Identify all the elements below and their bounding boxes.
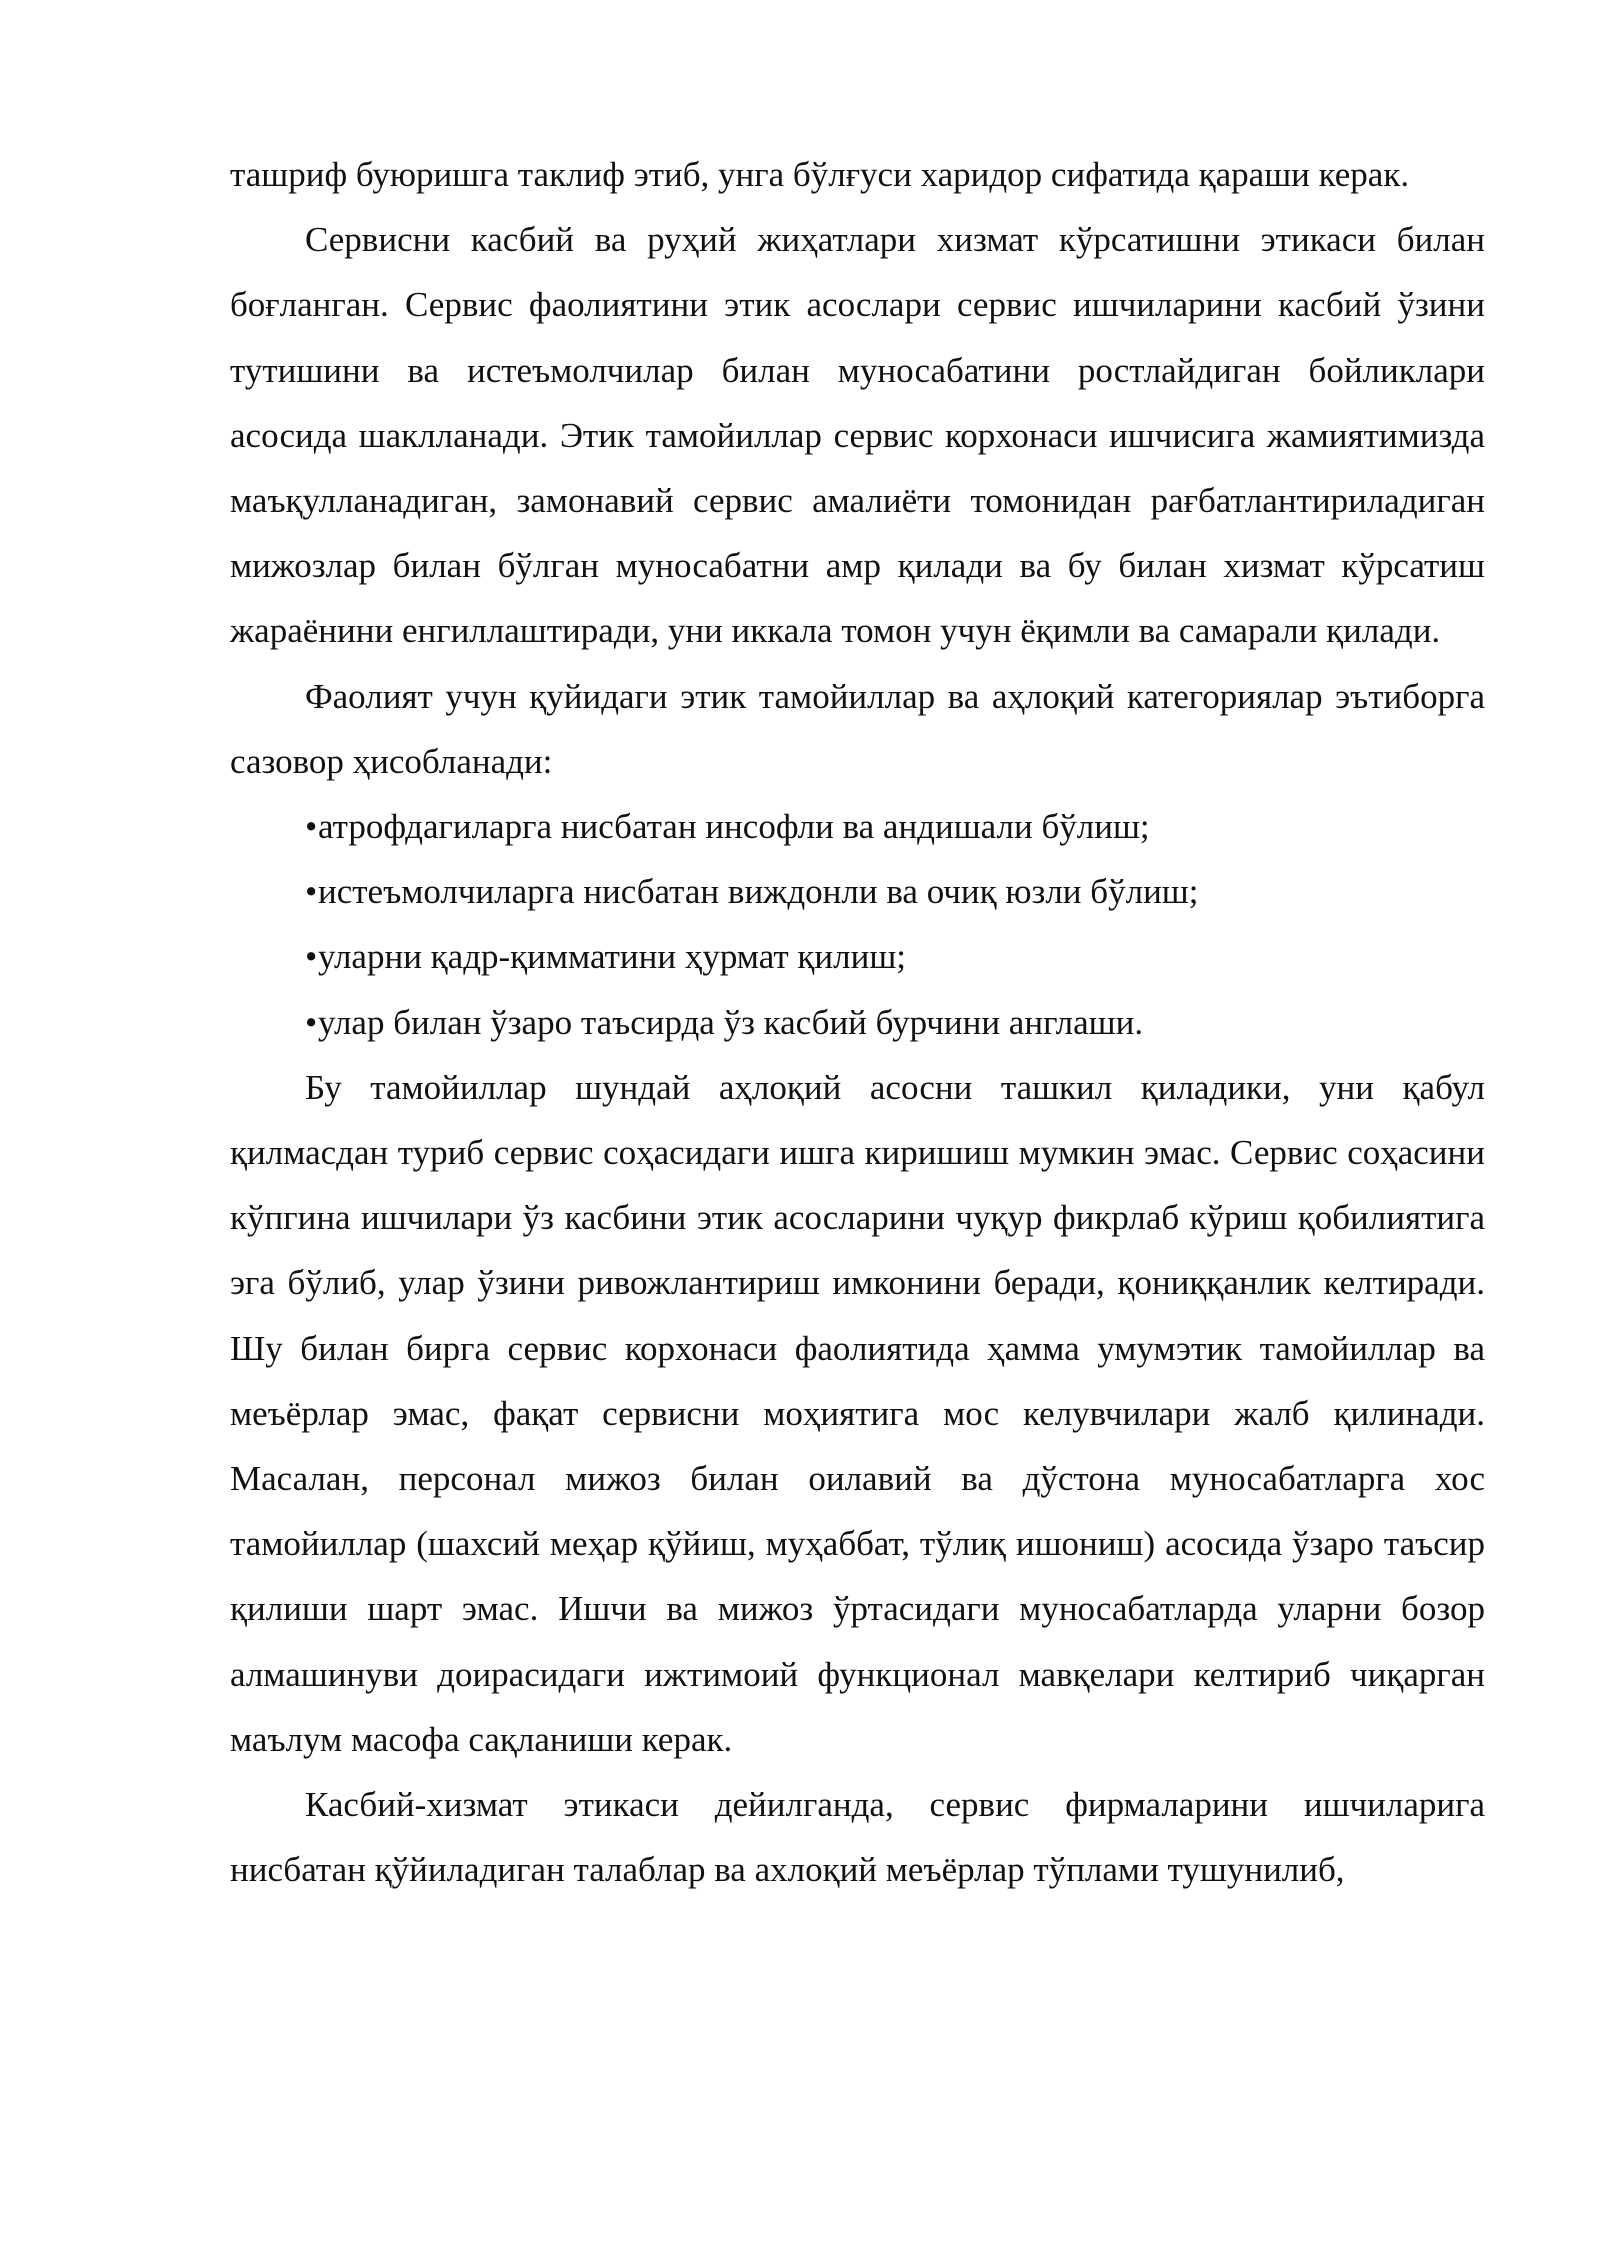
paragraph-moral-basis: Бу тамойиллар шундай аҳлоқий асосни ташкил қиладики, уни қабул қилмасдан туриб сервис соҳасидаги ишга киришиш мумкин эмас. Сервис соҳасини кўпгина ишчилари ўз касбини этик асосларини чуқур фикрлаб кўриш қобилиятига эга бўлиб, улар ўзини ривожлантириш имконини беради, қониққанлик келтиради. Шу билан бирга сервис корхонаси фаолиятида ҳамма умумэтик тамойиллар ва меъёрлар эмас, фақат сервисни моҳиятига мос келувчилари жалб қилинади. Масалан, персонал мижоз билан оилавий ва дўстона муносабатларга хос тамойиллар (шахсий меҳар қўйиш, муҳаббат, тўлиқ ишониш) асосида ўзаро таъсир қилиши шарт эмас. Ишчи ва мижоз ўртасидаги муносабатларда уларни бозор алмашинуви доирасидаги ижтимоий функционал мавқелари келтириб чиқарган маълум масофа сақланиши керак. xyxy=(230,1067,1485,1759)
paragraph-principles-intro: Фаолият учун қуйидаги этик тамойиллар ва аҳлоқий категориялар эътиборга сазовор ҳисобланади: xyxy=(230,676,1485,781)
list-item-text: уларни қадр-қимматини ҳурмат қилиш; xyxy=(318,937,906,977)
list-item xyxy=(230,794,1485,859)
list-item xyxy=(230,990,1485,1055)
principles-list xyxy=(230,794,1485,1055)
paragraph-continuation: ташриф буюришга таклиф этиб, унга бўлғуси харидор сифатида қараши керак. xyxy=(230,155,1410,194)
bullet-icon: • xyxy=(305,937,318,977)
list-item-text: улар билан ўзаро таъсирда ўз касбий бурчини англаши. xyxy=(318,1002,1144,1042)
bullet-icon: • xyxy=(305,1002,318,1042)
list-item xyxy=(230,924,1485,989)
paragraph-service-ethics: Сервисни касбий ва руҳий жиҳатлари хизмат кўрсатишни этикаси билан боғланган. Сервис фаолиятини этик асослари сервис ишчиларини касбий ўзини тутишини ва истеъмолчилар билан муносабатини ростлайдиган бойликлари асосида шаклланади. Этик тамойиллар сервис корхонаси ишчисига жамиятимизда маъқулланадиган, замонавий сервис амалиёти томонидан рағбатлантириладиган мижозлар билан бўлган муносабатни амр қилади ва бу билан хизмат кўрсатиш жараёнини енгиллаштиради, уни иккала томон учун ёқимли ва самарали қилади. xyxy=(230,220,1485,651)
list-item-text: атрофдагиларга нисбатан инсофли ва андишали бўлиш; xyxy=(318,807,1150,847)
bullet-icon: • xyxy=(305,807,318,847)
list-item-text: истеъмолчиларга нисбатан виждонли ва очиқ юзли бўлиш; xyxy=(318,872,1199,912)
paragraph-professional-ethics: Касбий-хизмат этикаси дейилганда, сервис фирмаларини ишчиларига нисбатан қўйиладиган талаблар ва ахлоқий меъёрлар тўплами тушунилиб, xyxy=(230,1785,1485,1890)
bullet-icon: • xyxy=(305,872,318,912)
list-item xyxy=(230,859,1485,924)
document-page xyxy=(230,142,1485,1902)
